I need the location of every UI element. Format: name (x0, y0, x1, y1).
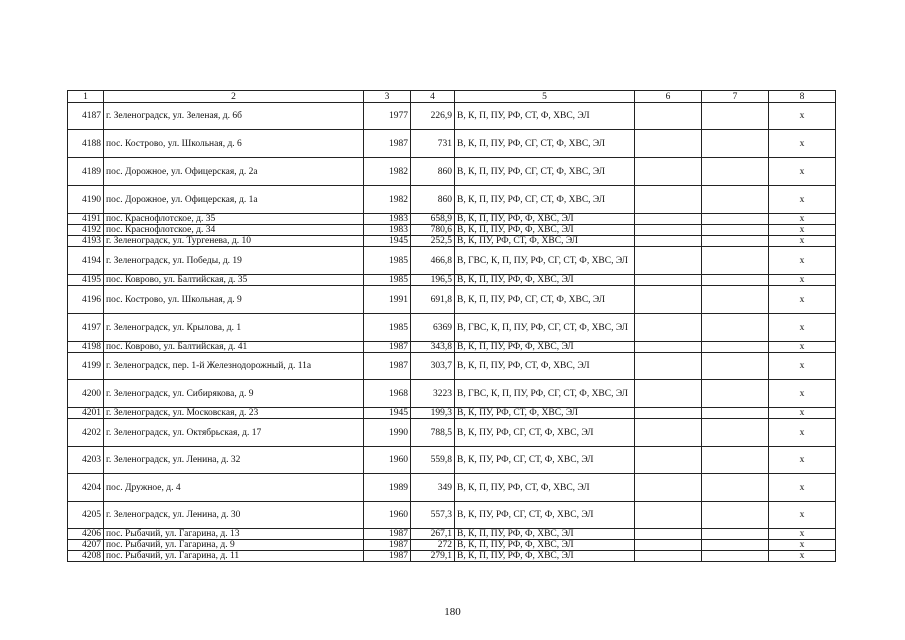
area-cell: 559,8 (411, 447, 455, 474)
address-cell: пос. Краснофлотское, д. 34 (104, 225, 364, 236)
area-cell: 196,5 (411, 275, 455, 286)
col7-cell (702, 286, 769, 314)
header-cell: 7 (702, 91, 769, 103)
housing-table (67, 90, 836, 562)
works-cell: В, К, ПУ, РФ, СГ, СТ, Ф, ХВС, ЭЛ (455, 447, 635, 474)
mark-cell: x (769, 474, 836, 502)
mark-cell: x (769, 158, 836, 186)
row-number: 4200 (68, 380, 104, 408)
mark-cell: x (769, 551, 836, 562)
table-row (68, 540, 836, 551)
header-cell: 5 (455, 91, 635, 103)
table-row (68, 380, 836, 408)
col6-cell (635, 247, 702, 275)
mark-cell: x (769, 103, 836, 130)
year-cell: 1977 (364, 103, 411, 130)
col7-cell (702, 314, 769, 342)
row-number: 4201 (68, 408, 104, 419)
year-cell: 1987 (364, 130, 411, 158)
works-cell: В, К, П, ПУ, РФ, СТ, Ф, ХВС, ЭЛ (455, 353, 635, 380)
year-cell: 1945 (364, 236, 411, 247)
table-row (68, 353, 836, 380)
address-cell: г. Зеленоградск, пер. 1-й Железнодорожный, д. 11а (104, 353, 364, 380)
address-cell: пос. Рыбачий, ул. Гагарина, д. 13 (104, 529, 364, 540)
year-cell: 1985 (364, 275, 411, 286)
address-cell: г. Зеленоградск, ул. Московская, д. 23 (104, 408, 364, 419)
col7-cell (702, 275, 769, 286)
address-cell: пос. Дорожное, ул. Офицерская, д. 2а (104, 158, 364, 186)
year-cell: 1968 (364, 380, 411, 408)
table-row (68, 529, 836, 540)
area-cell: 466,8 (411, 247, 455, 275)
area-cell: 343,8 (411, 342, 455, 353)
works-cell: В, ГВС, К, П, ПУ, РФ, СГ, СТ, Ф, ХВС, ЭЛ (455, 247, 635, 275)
col6-cell (635, 275, 702, 286)
table-row (68, 158, 836, 186)
mark-cell: x (769, 353, 836, 380)
works-cell: В, К, П, ПУ, РФ, Ф, ХВС, ЭЛ (455, 540, 635, 551)
area-cell: 6369 (411, 314, 455, 342)
address-cell: пос. Кострово, ул. Школьная, д. 6 (104, 130, 364, 158)
works-cell: В, К, ПУ, РФ, СГ, СТ, Ф, ХВС, ЭЛ (455, 419, 635, 447)
mark-cell: x (769, 408, 836, 419)
row-number: 4188 (68, 130, 104, 158)
mark-cell: x (769, 247, 836, 275)
col6-cell (635, 225, 702, 236)
row-number: 4193 (68, 236, 104, 247)
col7-cell (702, 474, 769, 502)
year-cell: 1987 (364, 551, 411, 562)
row-number: 4189 (68, 158, 104, 186)
address-cell: пос. Коврово, ул. Балтийская, д. 41 (104, 342, 364, 353)
address-cell: пос. Кострово, ул. Школьная, д. 9 (104, 286, 364, 314)
col6-cell (635, 380, 702, 408)
mark-cell: x (769, 502, 836, 529)
col6-cell (635, 286, 702, 314)
table-body (68, 91, 836, 562)
header-cell: 8 (769, 91, 836, 103)
col7-cell (702, 158, 769, 186)
table-row (68, 502, 836, 529)
works-cell: В, К, П, ПУ, РФ, Ф, ХВС, ЭЛ (455, 275, 635, 286)
address-cell: г. Зеленоградск, ул. Ленина, д. 32 (104, 447, 364, 474)
year-cell: 1983 (364, 225, 411, 236)
table-row (68, 408, 836, 419)
address-cell: пос. Дружное, д. 4 (104, 474, 364, 502)
table-row (68, 447, 836, 474)
works-cell: В, К, П, ПУ, РФ, СГ, СТ, Ф, ХВС, ЭЛ (455, 130, 635, 158)
area-cell: 658,9 (411, 214, 455, 225)
table-row (68, 130, 836, 158)
row-number: 4195 (68, 275, 104, 286)
table-row (68, 474, 836, 502)
col7-cell (702, 540, 769, 551)
address-cell: пос. Краснофлотское, д. 35 (104, 214, 364, 225)
mark-cell: x (769, 286, 836, 314)
col6-cell (635, 158, 702, 186)
col7-cell (702, 502, 769, 529)
row-number: 4197 (68, 314, 104, 342)
table-row (68, 103, 836, 130)
row-number: 4206 (68, 529, 104, 540)
area-cell: 279,1 (411, 551, 455, 562)
row-number: 4202 (68, 419, 104, 447)
mark-cell: x (769, 529, 836, 540)
area-cell: 788,5 (411, 419, 455, 447)
year-cell: 1982 (364, 186, 411, 214)
table-row (68, 342, 836, 353)
area-cell: 731 (411, 130, 455, 158)
col6-cell (635, 540, 702, 551)
table-row (68, 286, 836, 314)
document-table-wrapper (67, 90, 836, 562)
area-cell: 780,6 (411, 225, 455, 236)
area-cell: 303,7 (411, 353, 455, 380)
area-cell: 557,3 (411, 502, 455, 529)
works-cell: В, К, П, ПУ, РФ, Ф, ХВС, ЭЛ (455, 342, 635, 353)
mark-cell: x (769, 275, 836, 286)
row-number: 4208 (68, 551, 104, 562)
row-number: 4203 (68, 447, 104, 474)
address-cell: г. Зеленоградск, ул. Сибирякова, д. 9 (104, 380, 364, 408)
col6-cell (635, 408, 702, 419)
table-row (68, 225, 836, 236)
year-cell: 1987 (364, 529, 411, 540)
address-cell: г. Зеленоградск, ул. Крылова, д. 1 (104, 314, 364, 342)
address-cell: пос. Коврово, ул. Балтийская, д. 35 (104, 275, 364, 286)
mark-cell: x (769, 447, 836, 474)
header-cell: 2 (104, 91, 364, 103)
col6-cell (635, 474, 702, 502)
table-row (68, 419, 836, 447)
col6-cell (635, 130, 702, 158)
col6-cell (635, 103, 702, 130)
year-cell: 1983 (364, 214, 411, 225)
mark-cell: x (769, 225, 836, 236)
works-cell: В, К, П, ПУ, РФ, СГ, СТ, Ф, ХВС, ЭЛ (455, 186, 635, 214)
col6-cell (635, 353, 702, 380)
col7-cell (702, 342, 769, 353)
row-number: 4196 (68, 286, 104, 314)
col6-cell (635, 551, 702, 562)
row-number: 4190 (68, 186, 104, 214)
mark-cell: x (769, 314, 836, 342)
col7-cell (702, 353, 769, 380)
works-cell: В, К, П, ПУ, РФ, СГ, СТ, Ф, ХВС, ЭЛ (455, 286, 635, 314)
col7-cell (702, 225, 769, 236)
row-number: 4199 (68, 353, 104, 380)
works-cell: В, К, П, ПУ, РФ, Ф, ХВС, ЭЛ (455, 214, 635, 225)
area-cell: 252,5 (411, 236, 455, 247)
mark-cell: x (769, 380, 836, 408)
year-cell: 1987 (364, 353, 411, 380)
table-row (68, 314, 836, 342)
area-cell: 860 (411, 158, 455, 186)
works-cell: В, К, ПУ, РФ, СТ, Ф, ХВС, ЭЛ (455, 408, 635, 419)
table-row (68, 236, 836, 247)
row-number: 4198 (68, 342, 104, 353)
address-cell: пос. Дорожное, ул. Офицерская, д. 1а (104, 186, 364, 214)
header-row (68, 91, 836, 103)
col7-cell (702, 186, 769, 214)
works-cell: В, К, П, ПУ, РФ, СТ, Ф, ХВС, ЭЛ (455, 103, 635, 130)
table-row (68, 186, 836, 214)
address-cell: пос. Рыбачий, ул. Гагарина, д. 11 (104, 551, 364, 562)
row-number: 4192 (68, 225, 104, 236)
works-cell: В, ГВС, К, П, ПУ, РФ, СГ, СТ, Ф, ХВС, ЭЛ (455, 380, 635, 408)
works-cell: В, ГВС, К, П, ПУ, РФ, СГ, СТ, Ф, ХВС, ЭЛ (455, 314, 635, 342)
col7-cell (702, 130, 769, 158)
col6-cell (635, 502, 702, 529)
table-row (68, 214, 836, 225)
mark-cell: x (769, 540, 836, 551)
year-cell: 1987 (364, 540, 411, 551)
mark-cell: x (769, 130, 836, 158)
works-cell: В, К, ПУ, РФ, СТ, Ф, ХВС, ЭЛ (455, 236, 635, 247)
area-cell: 199,3 (411, 408, 455, 419)
area-cell: 226,9 (411, 103, 455, 130)
area-cell: 691,8 (411, 286, 455, 314)
year-cell: 1991 (364, 286, 411, 314)
works-cell: В, К, П, ПУ, РФ, Ф, ХВС, ЭЛ (455, 529, 635, 540)
year-cell: 1985 (364, 314, 411, 342)
works-cell: В, К, П, ПУ, РФ, СТ, Ф, ХВС, ЭЛ (455, 474, 635, 502)
year-cell: 1987 (364, 342, 411, 353)
year-cell: 1960 (364, 502, 411, 529)
mark-cell: x (769, 214, 836, 225)
col7-cell (702, 380, 769, 408)
header-cell: 3 (364, 91, 411, 103)
col6-cell (635, 342, 702, 353)
col6-cell (635, 236, 702, 247)
col7-cell (702, 447, 769, 474)
col7-cell (702, 408, 769, 419)
address-cell: г. Зеленоградск, ул. Октябрьская, д. 17 (104, 419, 364, 447)
col6-cell (635, 447, 702, 474)
address-cell: г. Зеленоградск, ул. Победы, д. 19 (104, 247, 364, 275)
year-cell: 1982 (364, 158, 411, 186)
header-cell: 4 (411, 91, 455, 103)
year-cell: 1960 (364, 447, 411, 474)
address-cell: г. Зеленоградск, ул. Зеленая, д. 6б (104, 103, 364, 130)
year-cell: 1945 (364, 408, 411, 419)
mark-cell: x (769, 342, 836, 353)
row-number: 4194 (68, 247, 104, 275)
mark-cell: x (769, 236, 836, 247)
row-number: 4191 (68, 214, 104, 225)
mark-cell: x (769, 419, 836, 447)
table-row (68, 275, 836, 286)
works-cell: В, К, П, ПУ, РФ, Ф, ХВС, ЭЛ (455, 551, 635, 562)
row-number: 4207 (68, 540, 104, 551)
area-cell: 349 (411, 474, 455, 502)
works-cell: В, К, П, ПУ, РФ, Ф, ХВС, ЭЛ (455, 225, 635, 236)
table-row (68, 551, 836, 562)
col7-cell (702, 551, 769, 562)
col7-cell (702, 214, 769, 225)
table-row (68, 247, 836, 275)
row-number: 4204 (68, 474, 104, 502)
header-cell: 1 (68, 91, 104, 103)
year-cell: 1985 (364, 247, 411, 275)
area-cell: 267,1 (411, 529, 455, 540)
page-number: 180 (444, 606, 461, 618)
col6-cell (635, 314, 702, 342)
works-cell: В, К, ПУ, РФ, СГ, СТ, Ф, ХВС, ЭЛ (455, 502, 635, 529)
col7-cell (702, 419, 769, 447)
year-cell: 1990 (364, 419, 411, 447)
col6-cell (635, 214, 702, 225)
header-cell: 6 (635, 91, 702, 103)
row-number: 4187 (68, 103, 104, 130)
col7-cell (702, 103, 769, 130)
col6-cell (635, 419, 702, 447)
row-number: 4205 (68, 502, 104, 529)
year-cell: 1989 (364, 474, 411, 502)
address-cell: г. Зеленоградск, ул. Тургенева, д. 10 (104, 236, 364, 247)
address-cell: пос. Рыбачий, ул. Гагарина, д. 9 (104, 540, 364, 551)
area-cell: 272 (411, 540, 455, 551)
col6-cell (635, 529, 702, 540)
col6-cell (635, 186, 702, 214)
area-cell: 860 (411, 186, 455, 214)
area-cell: 3223 (411, 380, 455, 408)
mark-cell: x (769, 186, 836, 214)
address-cell: г. Зеленоградск, ул. Ленина, д. 30 (104, 502, 364, 529)
col7-cell (702, 247, 769, 275)
works-cell: В, К, П, ПУ, РФ, СГ, СТ, Ф, ХВС, ЭЛ (455, 158, 635, 186)
col7-cell (702, 529, 769, 540)
col7-cell (702, 236, 769, 247)
